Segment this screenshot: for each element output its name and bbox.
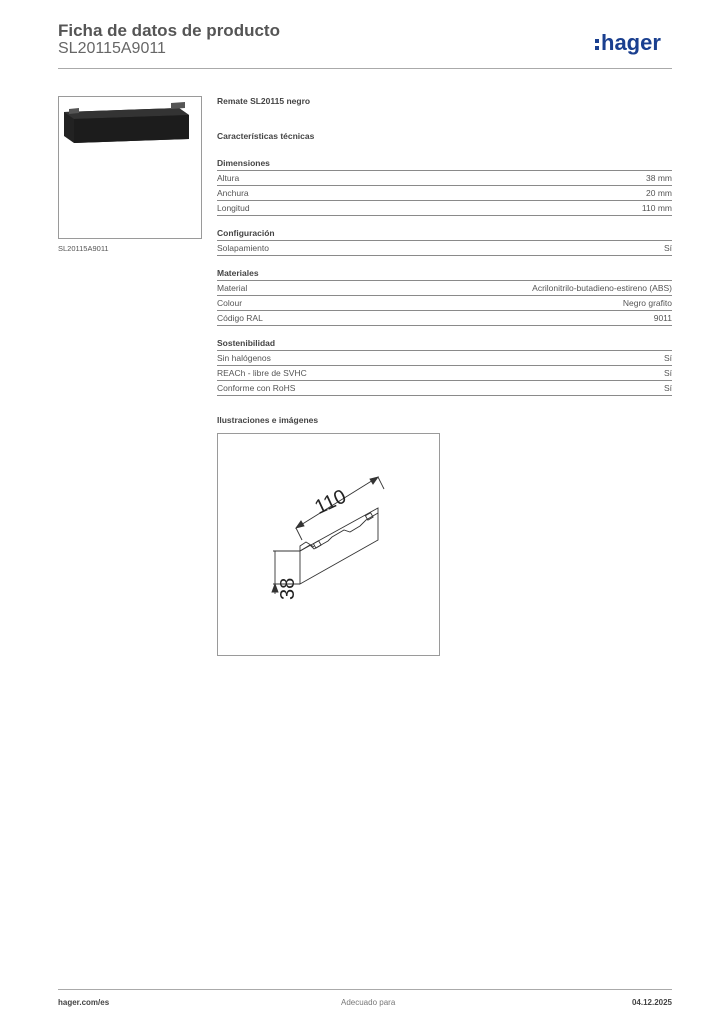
spec-value: 9011 [653,313,672,323]
spec-value: Sí [663,383,672,393]
spec-value: Sí [663,368,672,378]
spec-label: Sin halógenos [217,353,271,363]
spec-value: 20 mm [646,188,672,198]
brand-text: hager [601,30,661,55]
spec-row [217,381,672,396]
spec-label: Altura [217,173,240,183]
spec-value: Negro grafito [622,298,672,308]
technical-title: Características técnicas [217,131,315,141]
header-divider [58,68,672,69]
spec-row [217,281,672,296]
footer-suitable-for: Adecuado para [341,998,396,1007]
spec-group [217,158,672,216]
spec-group-title: Materiales [217,268,672,281]
product-photo [58,96,202,239]
spec-value: Acrilonitrilo-butadieno-estireno (ABS) [532,283,672,293]
spec-group [217,338,672,396]
spec-row [217,241,672,256]
product-name: Remate SL20115 negro [217,96,311,106]
page-title: Ficha de datos de producto [58,21,280,40]
height-label: 38 [277,577,299,600]
spec-label: Conforme con RoHS [217,383,296,393]
spec-label: Código RAL [217,313,263,323]
footer-date: 04.12.2025 [631,998,672,1007]
spec-label: REACh - libre de SVHC [217,368,307,378]
photo-caption: SL20115A9011 [58,244,109,253]
spec-label: Longitud [217,203,250,213]
spec-row [217,351,672,366]
spec-value: Sí [663,243,672,253]
spec-label: Material [217,283,248,293]
spec-group-title: Configuración [217,228,672,241]
length-label: 110 [311,485,350,519]
spec-row [217,296,672,311]
spec-group-title: Dimensiones [217,158,672,171]
spec-row [217,201,672,216]
footer-divider [58,989,672,990]
spec-content [217,96,672,656]
product-reference: SL20115A9011 [58,40,166,57]
hager-logo [594,28,674,58]
spec-value: 38 mm [646,173,672,183]
spec-row [217,186,672,201]
dimension-drawing [217,433,440,656]
spec-row [217,366,672,381]
spec-label: Anchura [217,188,249,198]
spec-group-title: Sostenibilidad [217,338,672,351]
spec-value: 110 mm [641,203,672,213]
spec-label: Solapamiento [217,243,269,253]
illustrations-title: Ilustraciones e imágenes [217,415,319,425]
spec-group [217,268,672,326]
footer-site[interactable]: hager.com/es [58,998,110,1007]
spec-groups [217,158,672,396]
spec-value: Sí [663,353,672,363]
spec-group [217,228,672,256]
spec-row [217,311,672,326]
spec-row [217,171,672,186]
spec-label: Colour [217,298,243,308]
